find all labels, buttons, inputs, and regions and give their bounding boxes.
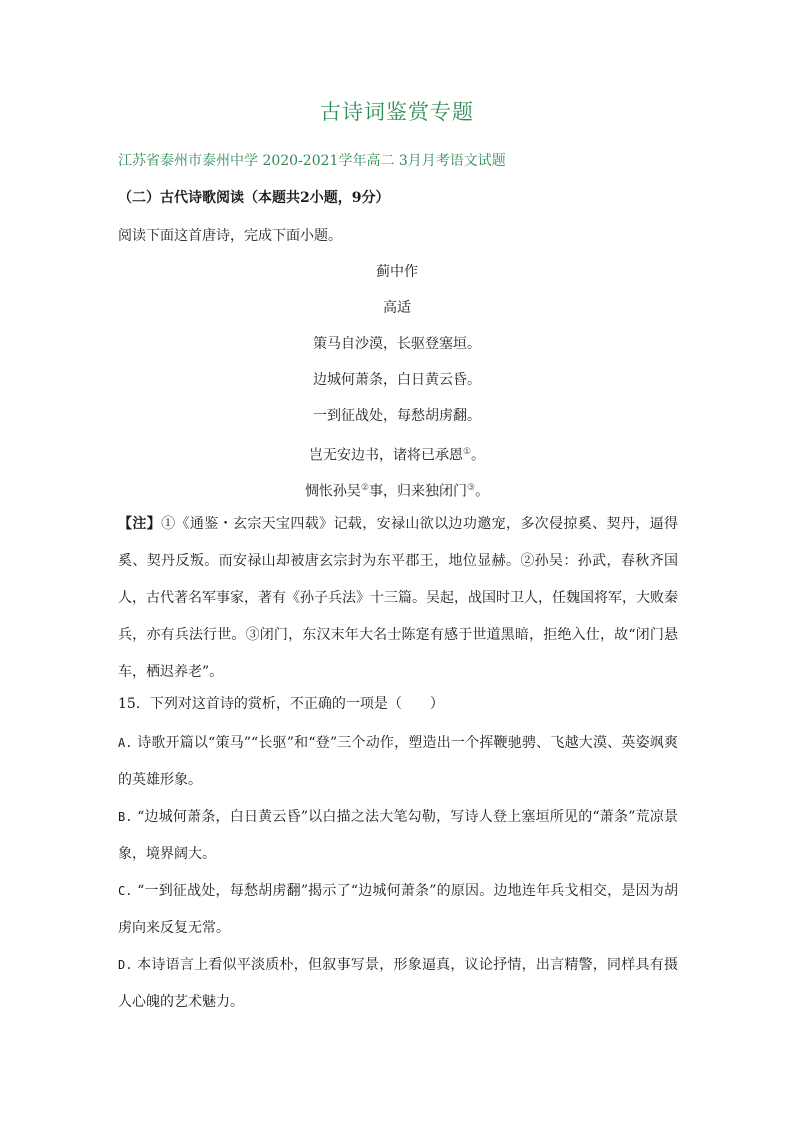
option-letter: C.	[118, 884, 133, 898]
poem-line: 策马自沙漠，长驱登塞垣。	[313, 336, 481, 352]
section-heading: （二）古代诗歌阅读（本题共2小题，9分）	[118, 190, 390, 206]
option-text: “边城何萧条，白日黄云昏”以白描之法大笔勾勒，写诗人登上塞垣所见的“萧条”荒凉景象，境界阔大。	[118, 809, 678, 862]
poem-line: 边城何萧条，白日黄云昏。	[313, 372, 481, 388]
footnote-mark: ②	[360, 483, 369, 493]
poem-line-punct: 。	[475, 483, 490, 500]
poem-line: 一到征战处，每愁胡虏翻。	[313, 408, 481, 424]
option-d	[118, 947, 678, 1021]
option-text: “一到征战处，每愁胡虏翻”揭示了“边城何萧条”的原因。边地连年兵戈相交，是因为胡虏向来反复无常。	[118, 883, 678, 936]
poem-author: 高适	[383, 300, 411, 316]
option-b	[118, 799, 678, 873]
poem-line-text: 岂无安边书，诸将已承恩	[308, 447, 463, 464]
source-line: 江苏省泰州市泰州中学 2020-2021学年高二 3月月考语文试题	[118, 153, 506, 169]
option-letter: A.	[118, 736, 133, 750]
option-letter: D.	[118, 958, 133, 972]
option-text: 诗歌开篇以“策马”“长驱”和“登”三个动作，塑造出一个挥鞭驰骋、飞越大漠、英姿飒爽的英雄形象。	[118, 735, 678, 788]
poem-line-punct: 。	[471, 447, 486, 464]
page-title: 古诗词鉴赏专题	[320, 100, 474, 124]
footnote-mark: ①	[462, 447, 472, 457]
poem-title: 蓟中作	[376, 264, 418, 280]
option-a	[118, 725, 678, 799]
poem-line	[0, 478, 794, 502]
option-c	[118, 873, 678, 947]
annotation-text: ①《通鉴・玄宗天宝四载》记载，安禄山欲以边功邀宠，多次侵掠奚、契丹，逼得奚、契丹反叛。而安禄山却被唐玄宗封为东平郡王，地位显赫。②孙吴：孙武，春秋齐国人，古代著名军事家，著有《孙子兵法》十三篇。吴起，战国时卫人，任魏国将军，大败秦兵，亦有兵法行世。③闭门，东汉末年大名士陈寔有感于世道黑暗，拒绝入仕，故“闭门悬车，栖迟养老”。	[118, 516, 679, 680]
instruction-text: 阅读下面这首唐诗，完成下面小题。	[118, 228, 342, 244]
option-text: 本诗语言上看似平淡质朴，但叙事写景，形象逼真，议论抒情，出言精警，同样具有摄人心魄的艺术魅力。	[118, 957, 679, 1010]
option-letter: B.	[118, 810, 133, 824]
poem-line-text: 事，归来独闭门	[369, 483, 467, 500]
question-stem: 15．下列对这首诗的赏析，不正确的一项是（ ）	[118, 696, 444, 712]
footnote-mark: ③	[467, 483, 476, 493]
poem-line-text: 惆怅孙吴	[304, 483, 361, 500]
annotation-paragraph	[118, 506, 678, 691]
poem-line	[0, 442, 794, 466]
annotation-label: 【注】	[118, 516, 162, 532]
